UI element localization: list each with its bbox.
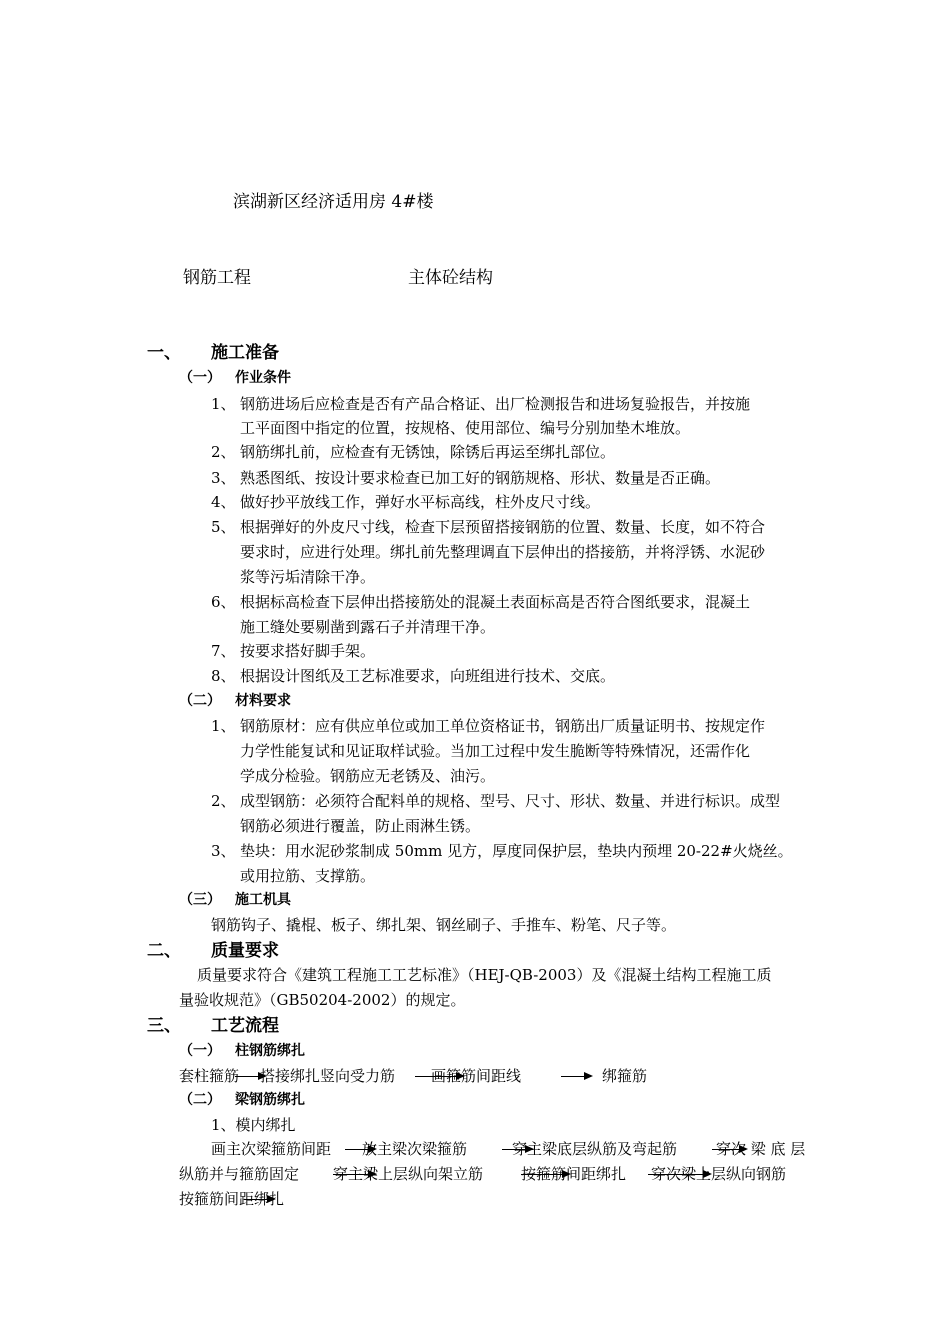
list-item-number: 1、 xyxy=(211,395,236,413)
section-3-number: 三、 xyxy=(147,1016,181,1036)
subsection-1-1-title: 作业条件 xyxy=(235,370,291,386)
quality-text: 量验收规范》（GB50204-2002）的规定。 xyxy=(179,991,466,1009)
list-item-text: 要求时，应进行处理。绑扎前先整理调直下层伸出的搭接筋，并将浮锈、水泥砂 xyxy=(240,543,766,561)
flow-step: 按箍筋间距绑扎 xyxy=(521,1165,627,1183)
list-item-text: 力学性能复试和见证取样试验。当加工过程中发生脆断等特殊情况，还需作化 xyxy=(240,742,751,760)
section-1-number: 一、 xyxy=(147,343,181,363)
subsection-3-1-title: 柱钢筋绑扎 xyxy=(235,1043,305,1059)
list-item-text: 按要求搭好脚手架。 xyxy=(240,642,376,660)
flow-step: 按箍筋间距绑扎 xyxy=(179,1190,285,1208)
tools-list: 钢筋钩子、撬棍、板子、绑扎架、钢丝刷子、手推车、粉笔、尺子等。 xyxy=(211,916,677,934)
list-item-text: 或用拉筋、支撑筋。 xyxy=(240,867,376,885)
category-label: 钢筋工程 xyxy=(183,268,251,288)
list-item-text: 成型钢筋：必须符合配料单的规格、型号、尺寸、形状、数量、并进行标识。成型 xyxy=(240,792,781,810)
subsection-1-3-title: 施工机具 xyxy=(235,892,291,908)
flow-step: 纵筋并与箍筋固定 xyxy=(179,1165,300,1183)
flow-step: 绑箍筋 xyxy=(602,1067,648,1085)
list-item-text: 熟悉图纸、按设计要求检查已加工好的钢筋规格、形状、数量是否正确。 xyxy=(240,469,721,487)
beam-method-label: 1、模内绑扎 xyxy=(211,1116,296,1134)
section-2-number: 二、 xyxy=(147,941,181,961)
list-item-text: 钢筋绑扎前，应检查有无锈蚀，除锈后再运至绑扎部位。 xyxy=(240,443,616,461)
flow-arrow xyxy=(244,1199,274,1200)
list-item-number: 7、 xyxy=(211,642,236,660)
list-item-number: 1、 xyxy=(211,717,236,735)
subsection-1-2-number: （二） xyxy=(179,693,221,709)
list-item-number: 4、 xyxy=(211,493,236,511)
section-3-title: 工艺流程 xyxy=(211,1016,279,1036)
flow-step: 放主梁次梁箍筋 xyxy=(362,1140,468,1158)
list-item-text: 钢筋必须进行覆盖，防止雨淋生锈。 xyxy=(240,817,481,835)
list-item-text: 学成分检验。钢筋应无老锈及、油污。 xyxy=(240,767,496,785)
project-title: 滨湖新区经济适用房 4#楼 xyxy=(233,192,434,212)
subsection-1-2-title: 材料要求 xyxy=(235,693,291,709)
list-item-text: 根据设计图纸及工艺标准要求，向班组进行技术、交底。 xyxy=(240,667,616,685)
list-item-text: 钢筋进场后应检查是否有产品合格证、出厂检测报告和进场复验报告，并按施 xyxy=(240,395,751,413)
list-item-text: 施工缝处要剔凿到露石子并清理干净。 xyxy=(240,618,496,636)
list-item-text: 根据弹好的外皮尺寸线，检查下层预留搭接钢筋的位置、数量、长度，如不符合 xyxy=(240,518,766,536)
flow-step: 画箍筋间距线 xyxy=(431,1067,522,1085)
list-item-text: 工平面图中指定的位置，按规格、使用部位、编号分别加垫木堆放。 xyxy=(240,419,691,437)
subsection-1-3-number: （三） xyxy=(179,892,221,908)
flow-step: 套柱箍筋 xyxy=(179,1067,240,1085)
subsection-1-1-number: （一） xyxy=(179,370,221,386)
list-item-number: 2、 xyxy=(211,443,236,461)
list-item-number: 3、 xyxy=(211,842,236,860)
list-item-number: 5、 xyxy=(211,518,236,536)
flow-step: 穿主梁底层纵筋及弯起筋 xyxy=(512,1140,678,1158)
list-item-number: 3、 xyxy=(211,469,236,487)
structure-label: 主体砼结构 xyxy=(408,268,493,288)
flow-step: 画主次梁箍筋间距 xyxy=(211,1140,332,1158)
flow-step: 穿次 梁 底 层 xyxy=(716,1140,806,1158)
quality-text: 质量要求符合《建筑工程施工工艺标准》（HEJ-QB-2003）及《混凝土结构工程施工质 xyxy=(197,966,772,984)
flow-arrow xyxy=(561,1076,591,1077)
list-item-number: 2、 xyxy=(211,792,236,810)
list-item-number: 8、 xyxy=(211,667,236,685)
section-1-title: 施工准备 xyxy=(211,343,279,363)
list-item-text: 钢筋原材：应有供应单位或加工单位资格证书，钢筋出厂质量证明书、按规定作 xyxy=(240,717,766,735)
subsection-3-2-title: 梁钢筋绑扎 xyxy=(235,1092,305,1108)
list-item-text: 垫块：用水泥砂浆制成 50mm 见方，厚度同保护层，垫块内预埋 20-22#火烧丝。 xyxy=(240,842,793,860)
subsection-3-2-number: （二） xyxy=(179,1092,221,1108)
section-2-title: 质量要求 xyxy=(211,941,279,961)
subsection-3-1-number: （一） xyxy=(179,1043,221,1059)
flow-step: 穿主梁上层纵向架立筋 xyxy=(333,1165,484,1183)
list-item-text: 做好抄平放线工作，弹好水平标高线，柱外皮尺寸线。 xyxy=(240,493,601,511)
list-item-text: 根据标高检查下层伸出搭接筋处的混凝土表面标高是否符合图纸要求，混凝土 xyxy=(240,593,751,611)
list-item-number: 6、 xyxy=(211,593,236,611)
flow-step: 穿次梁上层纵向钢筋 xyxy=(651,1165,787,1183)
flow-step: 搭接绑扎竖向受力筋 xyxy=(260,1067,396,1085)
list-item-text: 浆等污垢清除干净。 xyxy=(240,568,376,586)
